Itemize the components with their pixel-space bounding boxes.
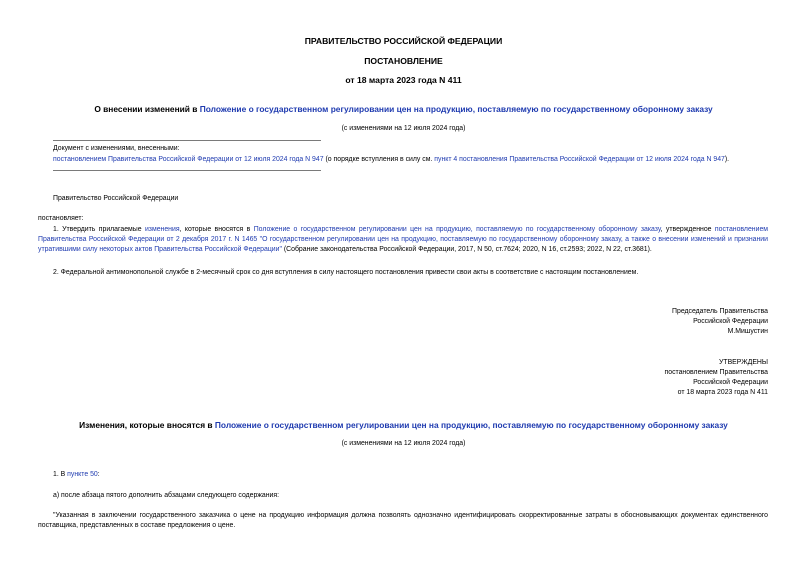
amendments-label: Документ с изменениями, внесенными:: [53, 145, 180, 152]
changes-title: [0, 420, 807, 430]
p1-link-changes[interactable]: изменения: [144, 226, 180, 233]
approved-org: Российской Федерации: [693, 379, 768, 386]
p1-link-regulation[interactable]: Положение о государственном регулировании цен на продукцию, поставляемую по государственному оборонному заказу: [253, 226, 661, 233]
approved-block: [400, 358, 768, 398]
item-1-link-point-50[interactable]: пункте 50: [67, 471, 98, 478]
approved-title: УТВЕРЖДЕНЫ: [719, 359, 768, 366]
signature-name: М.Мишустин: [727, 328, 768, 335]
changes-title-prefix: Изменения, которые вносятся в: [79, 420, 215, 430]
p1-link-decree-1465[interactable]: постановлением Правительства Российской Федерации от 2 декабря 2017 г. N 1465 "О государственном регулировании цен на продукцию, поставляемую по государственному оборонному заказу, а также о внесении изменений и признании утратившими силу некоторых актов Правительства Российской Федерации": [38, 226, 769, 253]
government-rf: Правительство Российской Федерации: [53, 195, 179, 202]
changes-revision-note: (с изменениями на 12 июля 2024 года): [341, 440, 466, 447]
revision-note: (с изменениями на 12 июля 2024 года): [341, 125, 466, 132]
paragraph-1: [38, 225, 768, 255]
changes-title-link[interactable]: Положение о государственном регулировании цен на продукцию, поставляемую по государственному оборонному заказу: [214, 420, 728, 430]
item-1-prefix: 1. В: [53, 471, 68, 478]
amendment-link-point-4[interactable]: пункт 4 постановления Правительства Российской Федерации от 12 июля 2024 года N 947: [434, 156, 725, 163]
document-title: [0, 104, 807, 114]
amendments-text-end: ).: [724, 156, 730, 163]
p1-text-4: (Собрание законодательства Российской Федерации, 2017, N 50, ст.7624; 2020, N 16, ст.2593; 2022, N 22, ст.3681).: [281, 246, 652, 253]
title-link[interactable]: Положение о государственном регулировании цен на продукцию, поставляемую по государственному оборонному заказу: [199, 104, 713, 114]
p1-text-3: , утвержденное: [660, 226, 715, 233]
amendments-text-mid: (о порядке вступления в силу см.: [323, 156, 435, 163]
paragraph-2: 2. Федеральной антимонопольной службе в 2-месячный срок со дня вступления в силу настоящего постановления привести свои акты в соответствие с настоящим постановлением.: [53, 269, 639, 276]
p1-text-2: , которые вносятся в: [179, 226, 254, 233]
item-1: [53, 470, 100, 480]
amendments-line: [53, 155, 773, 165]
item-a: а) после абзаца пятого дополнить абзацами следующего содержания:: [53, 492, 280, 499]
signature-position: Председатель Правительства: [672, 308, 768, 315]
approved-date: от 18 марта 2023 года N 411: [677, 389, 768, 396]
divider-top: [53, 140, 321, 141]
signature-org: Российской Федерации: [693, 318, 768, 325]
date-number: от 18 марта 2023 года N 411: [345, 75, 462, 85]
item-1-suffix: :: [97, 471, 100, 478]
government-heading: ПРАВИТЕЛЬСТВО РОССИЙСКОЙ ФЕДЕРАЦИИ: [304, 36, 503, 46]
amendment-link-decree-947[interactable]: постановлением Правительства Российской Федерации от 12 июля 2024 года N 947: [53, 156, 324, 163]
decrees-word: постановляет:: [38, 215, 84, 222]
p1-text-1: 1. Утвердить прилагаемые: [53, 226, 145, 233]
document-type: ПОСТАНОВЛЕНИЕ: [364, 56, 443, 66]
signature-block: [400, 307, 768, 337]
quoted-paragraph: "Указанная в заключении государственного заказчика о цене на продукцию информация должна позволять однозначно идентифицировать скорректированные затраты в обосновывающих документах единственного поставщика, представленных в составе предложения о цене.: [38, 512, 768, 529]
divider-bottom: [53, 170, 321, 171]
amendments-box: [53, 144, 773, 165]
approved-by: постановлением Правительства: [664, 369, 768, 376]
title-prefix: О внесении изменений в: [94, 104, 200, 114]
